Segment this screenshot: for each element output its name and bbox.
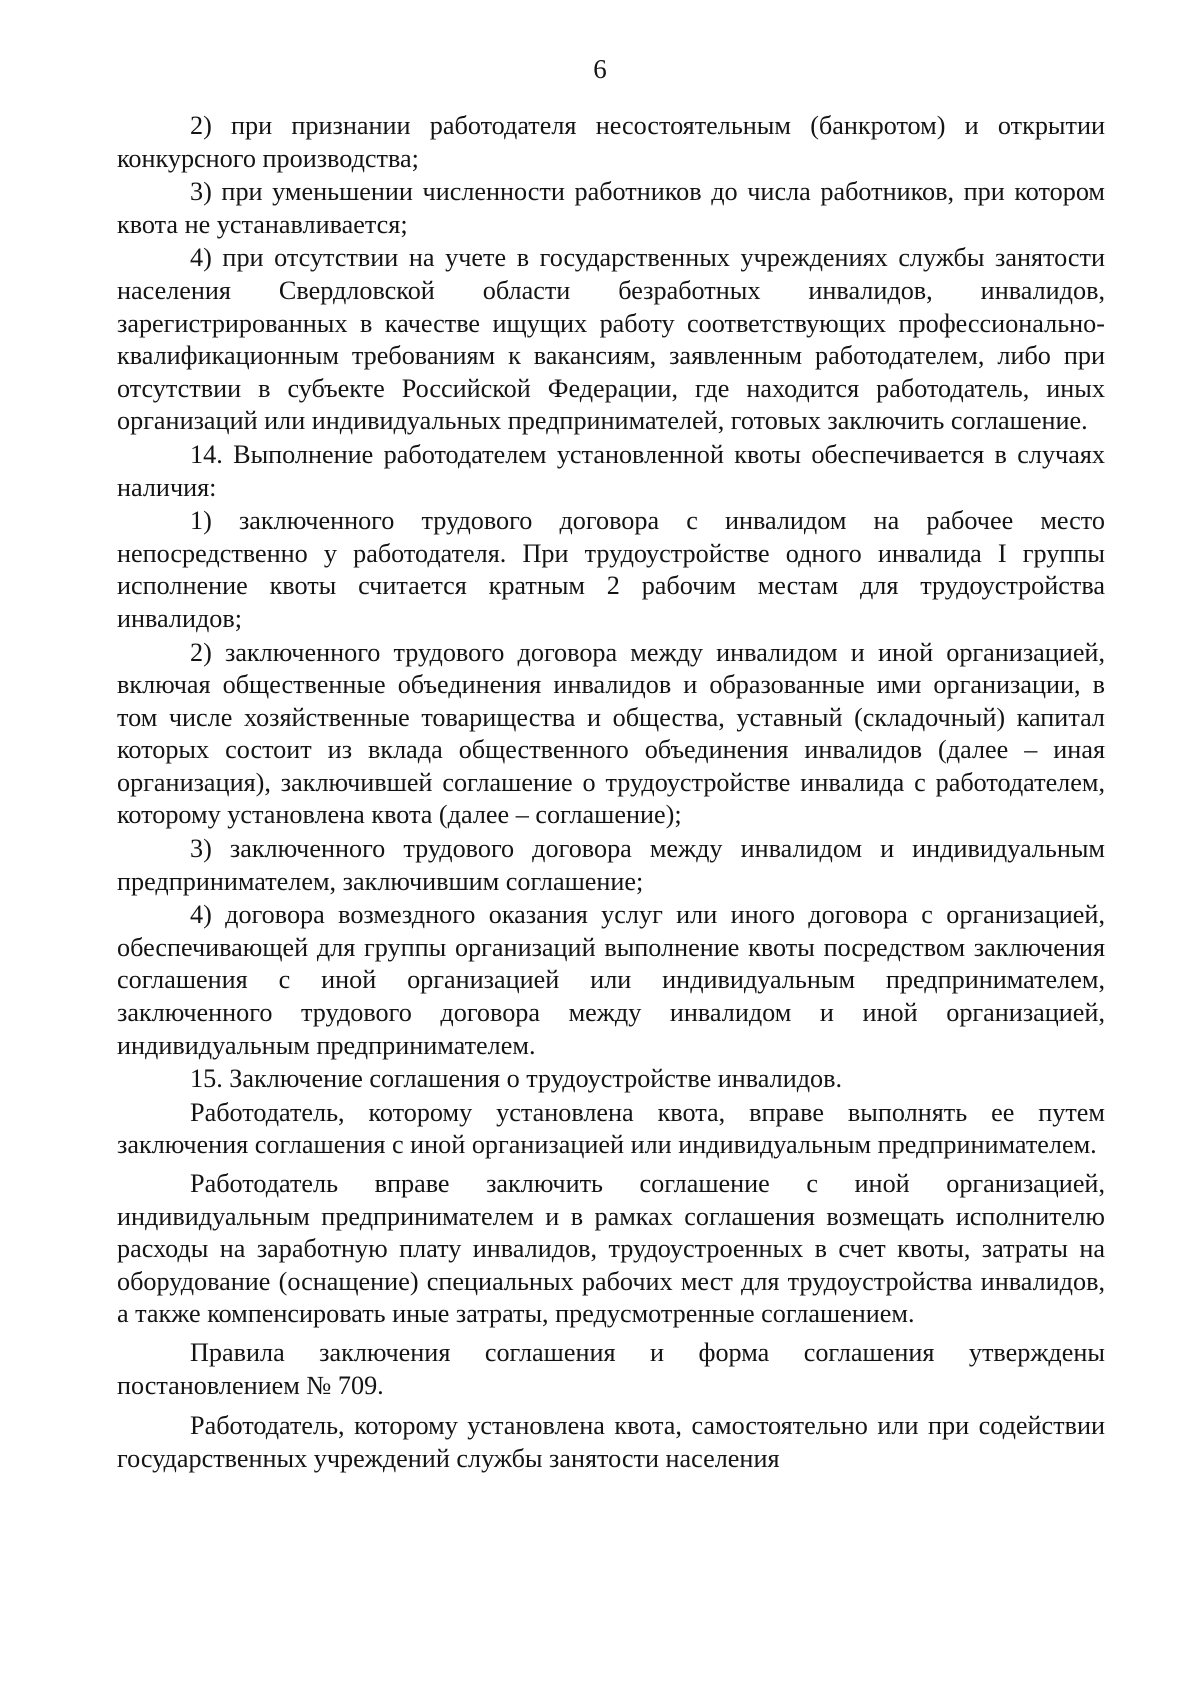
paragraph-15-rules: Правила заключения соглашения и форма соглашения утверждены постановлением № 709. — [117, 1337, 1105, 1400]
paragraph-14-3: 3) заключенного трудового договора между инвалидом и индивидуальным предпринимателем, заключившим соглашение; — [117, 834, 1105, 896]
page-number: 6 — [593, 54, 607, 84]
paragraph-13-3: 3) при уменьшении численности работников до числа работников, при котором квота не устанавливается; — [117, 177, 1105, 239]
paragraph-15-compensation: Работодатель вправе заключить соглашение с иной организацией, индивидуальным предпринимателем и в рамках соглашения возмещать исполнителю расходы на заработную плату инвалидов, трудоустроенных в счет квоты, затраты на оборудование (оснащение) специальных рабочих мест для трудоустройства инвалидов, а также компенсировать иные затраты, предусмотренные соглашением. — [117, 1169, 1105, 1329]
paragraph-14: 14. Выполнение работодателем установленной квоты обеспечивается в случаях наличия: — [117, 439, 1105, 502]
paragraph-15-option: Работодатель, которому установлена квота, вправе выполнять ее путем заключения соглашения с иной организацией или индивидуальным предпринимателем. — [117, 1097, 1105, 1160]
paragraph-13-4: 4) при отсутствии на учете в государственных учреждениях службы занятости населения Свердловской области безработных инвалидов, инвалидов, зарегистрированных в качестве ищущих работу соответствующих профессионально-квалификационным требованиям к вакансиям, заявленным работодателем, либо при отсутствии в субъекте Российской Федерации, где находится работодатель, иных организаций или индивидуальных предпринимателей, готовых заключить соглашение. — [117, 243, 1105, 436]
paragraph-14-4: 4) договора возмездного оказания услуг или иного договора с организацией, обеспечивающей для группы организаций выполнение квоты посредством заключения соглашения с иной организацией или индивидуальным предпринимателем, заключенного трудового договора между инвалидом и иной организацией, индивидуальным предпринимателем. — [117, 900, 1105, 1060]
paragraph-15-independent: Работодатель, которому установлена квота, самостоятельно или при содействии государственных учреждений службы занятости населения — [117, 1411, 1105, 1473]
paragraph-13-2: 2) при признании работодателя несостоятельным (банкротом) и открытии конкурсного производства; — [117, 111, 1105, 173]
document-body — [117, 110, 1105, 1475]
paragraph-14-1: 1) заключенного трудового договора с инвалидом на рабочее место непосредственно у работодателя. При трудоустройстве одного инвалида I группы исполнение квоты считается кратным 2 рабочим местам для трудоустройства инвалидов; — [117, 506, 1105, 633]
paragraph-15: 15. Заключение соглашения о трудоустройстве инвалидов. — [190, 1064, 843, 1094]
paragraph-14-2: 2) заключенного трудового договора между инвалидом и иной организацией, включая общественные объединения инвалидов и образованные ими организации, в том числе хозяйственные товарищества и общества, уставный (складочный) капитал которых состоит из вклада общественного объединения инвалидов (далее – иная организация), заключившей соглашение о трудоустройстве инвалида с работодателем, которому установлена квота (далее – соглашение); — [117, 637, 1105, 830]
